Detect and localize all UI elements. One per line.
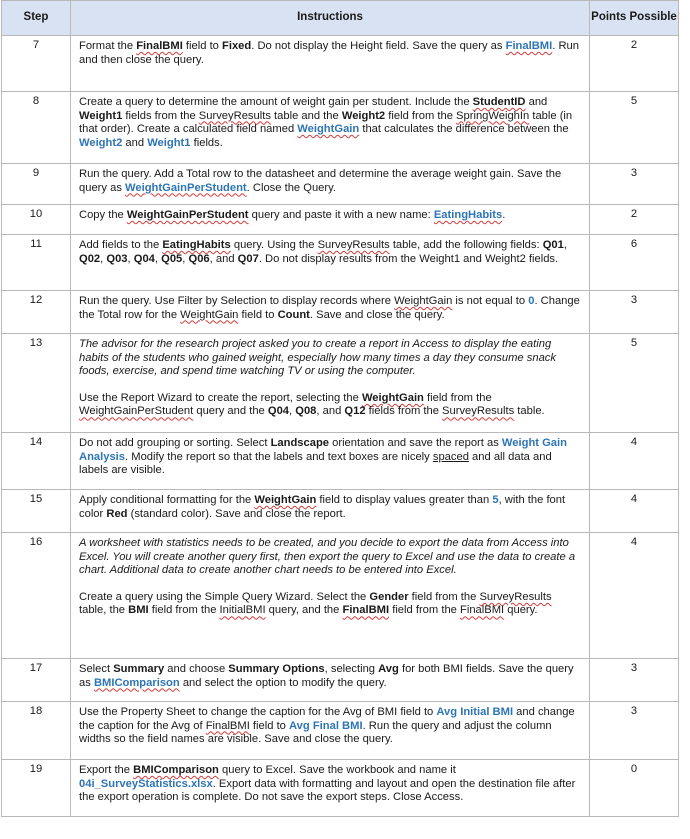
table-row xyxy=(2,205,679,235)
header-points: Points Possible xyxy=(590,1,679,36)
table-row xyxy=(2,36,679,92)
step-number: 8 xyxy=(2,92,71,164)
points-value: 3 xyxy=(590,659,679,702)
header-step: Step xyxy=(2,1,71,36)
points-value: 5 xyxy=(590,92,679,164)
table-row xyxy=(2,92,679,164)
table-row xyxy=(2,702,679,760)
points-value: 4 xyxy=(590,533,679,659)
instruction-text: Apply conditional formatting for the WeightGain field to display values greater than 5, with the font color Red (standard color). Save and close the report. xyxy=(71,490,590,533)
step-number: 14 xyxy=(2,433,71,490)
table-row xyxy=(2,533,679,659)
instruction-text: Run the query. Use Filter by Selection to display records where WeightGain is not equal to 0. Change the Total row for the WeightGain field to Count. Save and close the query. xyxy=(71,291,590,334)
points-value: 3 xyxy=(590,291,679,334)
step-number: 9 xyxy=(2,164,71,205)
step-number: 16 xyxy=(2,533,71,659)
step-number: 15 xyxy=(2,490,71,533)
instruction-text: Run the query. Add a Total row to the datasheet and determine the average weight gain. Save the query as WeightGainPerStudent. Close the Query. xyxy=(71,164,590,205)
points-value: 6 xyxy=(590,235,679,291)
table-row xyxy=(2,433,679,490)
points-value: 2 xyxy=(590,36,679,92)
table-row xyxy=(2,659,679,702)
instruction-text: A worksheet with statistics needs to be created, and you decide to export the data from Access into Excel. You will create another query first, then export the query to Excel and use the data to create a chart. Additional data to create another chart needs to be entered into Excel. Create a query using the Simple Query Wizard. Select the Gender field from the SurveyResults table, the BMI field from the InitialBMI query, and the FinalBMI field from the FinalBMI query. xyxy=(71,533,590,659)
points-value: 2 xyxy=(590,205,679,235)
instruction-text: Copy the WeightGainPerStudent query and paste it with a new name: EatingHabits. xyxy=(71,205,590,235)
step-number: 11 xyxy=(2,235,71,291)
points-value: 5 xyxy=(590,334,679,433)
points-value: 3 xyxy=(590,702,679,760)
instruction-text: Use the Property Sheet to change the caption for the Avg of BMI field to Avg Initial BMI and change the caption for the Avg of FinalBMI field to Avg Final BMI. Run the query and adjust the column widths so the field names are visible. Save and close the query. xyxy=(71,702,590,760)
points-value: 4 xyxy=(590,433,679,490)
step-number: 19 xyxy=(2,760,71,817)
instruction-text: Select Summary and choose Summary Options, selecting Avg for both BMI fields. Save the query as BMIComparison and select the option to modify the query. xyxy=(71,659,590,702)
instruction-text: Create a query to determine the amount of weight gain per student. Include the StudentID and Weight1 fields from the SurveyResults table and the Weight2 field from the SpringWeighIn table (in that order). Create a calculated field named WeightGain that calculates the difference between the Weight2 and Weight1 fields. xyxy=(71,92,590,164)
step-number: 18 xyxy=(2,702,71,760)
step-number: 10 xyxy=(2,205,71,235)
table-row xyxy=(2,490,679,533)
header-instructions: Instructions xyxy=(71,1,590,36)
header-row xyxy=(2,1,679,36)
table-row xyxy=(2,235,679,291)
instructions-table xyxy=(1,0,679,817)
table-row xyxy=(2,291,679,334)
step-number: 12 xyxy=(2,291,71,334)
table-row xyxy=(2,760,679,817)
points-value: 4 xyxy=(590,490,679,533)
instruction-text: Format the FinalBMI field to Fixed. Do not display the Height field. Save the query as FinalBMI. Run and then close the query. xyxy=(71,36,590,92)
step-number: 7 xyxy=(2,36,71,92)
step-number: 13 xyxy=(2,334,71,433)
instruction-text: Do not add grouping or sorting. Select Landscape orientation and save the report as Weight Gain Analysis. Modify the report so that the labels and text boxes are nicely spaced and all data and labels are visible. xyxy=(71,433,590,490)
instruction-text: Add fields to the EatingHabits query. Using the SurveyResults table, add the following fields: Q01, Q02, Q03, Q04, Q05, Q06, and Q07. Do not display results from the Weight1 and Weight2 fields. xyxy=(71,235,590,291)
table-row xyxy=(2,164,679,205)
step-number: 17 xyxy=(2,659,71,702)
instruction-text: Export the BMIComparison query to Excel. Save the workbook and name it 04i_SurveyStatistics.xlsx. Export data with formatting and layout and open the destination file after the export operation is complete. Do not save the export steps. Close Access. xyxy=(71,760,590,817)
instruction-text: The advisor for the research project asked you to create a report in Access to display the eating habits of the students who gained weight, especially how many times a day they consume snack foods, exercise, and spend time watching TV or using the computer. Use the Report Wizard to create the report, selecting the WeightGain field from the WeightGainPerStudent query and the Q04, Q08, and Q12 fields from the SurveyResults table. xyxy=(71,334,590,433)
points-value: 0 xyxy=(590,760,679,817)
table-row xyxy=(2,334,679,433)
points-value: 3 xyxy=(590,164,679,205)
